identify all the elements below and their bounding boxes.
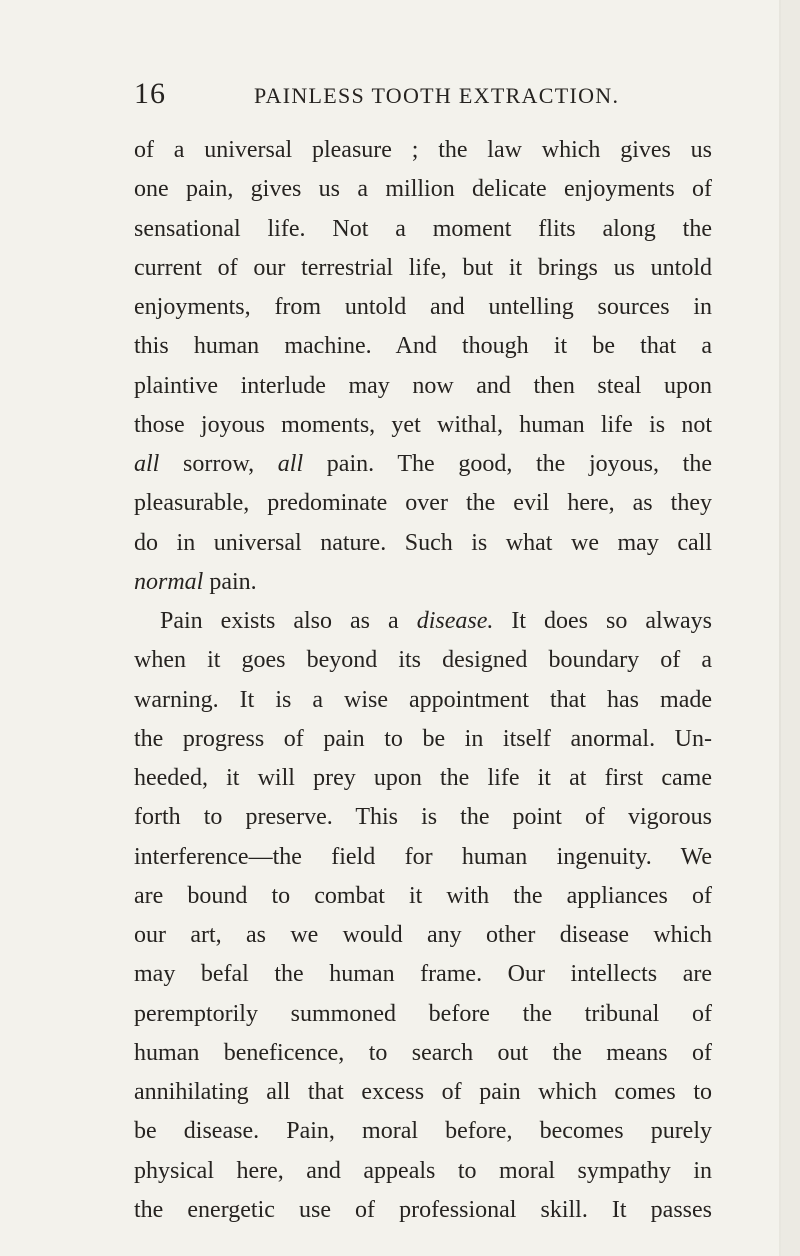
text-segment: heeded, it will prey upon the life it at first came <box>134 765 712 791</box>
text-segment: warning. It is a wise appointment that has made <box>134 686 712 713</box>
text-line <box>134 406 712 445</box>
text-segment: do in universal nature. Such is what we may call <box>134 529 712 556</box>
text-segment: the energetic use of professional skill. It passes <box>134 1196 712 1223</box>
text-line <box>134 524 712 563</box>
text-line <box>134 1073 712 1112</box>
text-line <box>134 1112 712 1151</box>
text-segment: our art, as we would any other disease which <box>134 922 712 948</box>
text-segment: those joyous moments, yet withal, human life is not <box>134 411 712 438</box>
text-segment: pain. The good, the joyous, the <box>303 451 712 477</box>
text-segment: be disease. Pain, moral before, becomes purely <box>134 1118 712 1145</box>
text-line <box>134 641 712 680</box>
text-line <box>134 1034 712 1073</box>
text-segment: sorrow, <box>159 451 278 477</box>
page-gutter-edge <box>781 0 800 1256</box>
text-segment: enjoyments, from untold and untelling sources in <box>134 294 712 320</box>
running-head: PAINLESS TOOTH EXTRACTION. <box>254 83 620 108</box>
text-line <box>134 327 712 366</box>
text-line <box>134 1152 712 1191</box>
text-segment: plaintive interlude may now and then steal upon <box>134 372 712 399</box>
italic-text: normal <box>134 568 204 595</box>
text-line <box>134 484 712 523</box>
text-line <box>134 955 712 994</box>
text-line <box>134 563 712 602</box>
text-line <box>134 798 712 837</box>
text-segment: one pain, gives us a million delicate enjoyments of <box>134 176 712 203</box>
italic-text: disease. <box>416 608 494 634</box>
text-line <box>134 916 712 955</box>
text-line <box>134 249 712 288</box>
text-line <box>134 681 712 720</box>
text-segment: current of our terrestrial life, but it brings us untold <box>134 254 712 281</box>
page-number: 16 <box>134 77 166 110</box>
text-line <box>134 720 712 759</box>
text-segment: this human machine. And though it be that a <box>134 333 712 360</box>
body-text <box>134 131 712 1230</box>
page-header <box>134 76 734 112</box>
text-line <box>134 367 712 406</box>
text-segment: forth to preserve. This is the point of vigorous <box>134 804 712 831</box>
text-segment: physical here, and appeals to moral sympathy in <box>134 1157 712 1184</box>
text-segment: may befal the human frame. Our intellects are <box>134 961 712 988</box>
text-line <box>134 1191 712 1230</box>
text-line <box>134 838 712 877</box>
text-line <box>134 995 712 1034</box>
italic-text: all <box>277 451 304 477</box>
text-line <box>134 877 712 916</box>
text-segment: annihilating all that excess of pain which comes to <box>134 1079 712 1105</box>
text-segment: It does so always <box>493 608 713 634</box>
text-line <box>134 445 712 484</box>
text-line <box>134 131 712 170</box>
text-line <box>134 288 712 327</box>
text-segment: when it goes beyond its designed boundary of a <box>134 647 712 674</box>
text-segment: peremptorily summoned before the tribunal of <box>134 1000 712 1027</box>
text-line <box>134 210 712 249</box>
text-segment: of a universal pleasure ; the law which gives us <box>134 137 712 163</box>
text-segment: interference—the field for human ingenuity. We <box>134 843 712 870</box>
text-segment: human beneficence, to search out the means of <box>134 1039 712 1066</box>
text-segment: the progress of pain to be in itself anormal. Un- <box>134 725 712 752</box>
italic-text: all <box>134 451 160 477</box>
text-line <box>134 170 712 209</box>
text-line <box>134 759 712 798</box>
text-segment: pleasurable, predominate over the evil here, as they <box>134 490 712 517</box>
text-segment: sensational life. Not a moment flits along the <box>134 215 712 242</box>
text-segment: pain. <box>203 568 257 595</box>
text-line <box>134 602 712 641</box>
text-segment: Pain exists also as a <box>160 608 417 634</box>
text-segment: are bound to combat it with the appliances of <box>134 882 712 909</box>
